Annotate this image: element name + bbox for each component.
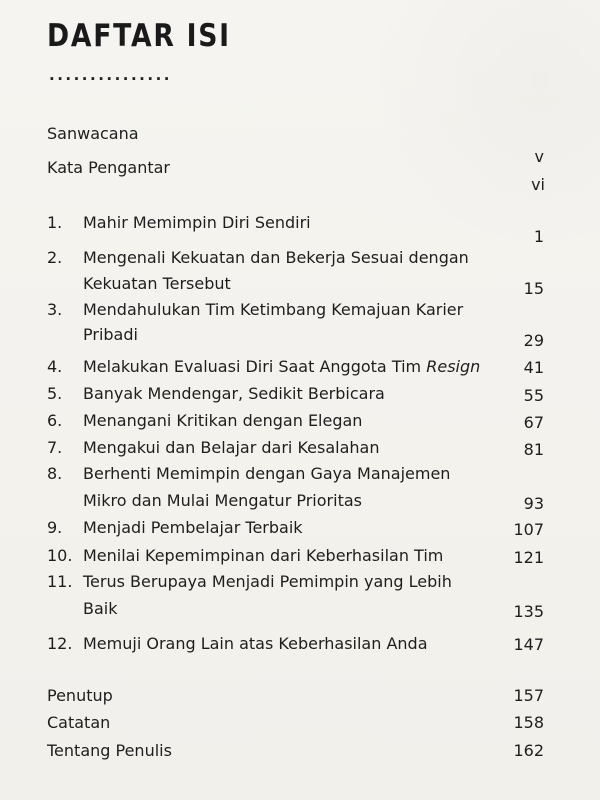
chapter-title[interactable]: Banyak Mendengar, Sedikit Berbicara — [83, 384, 385, 403]
toc-back-page: 157 — [513, 686, 544, 705]
chapter-number: 10. — [47, 546, 73, 565]
toc-front-label[interactable]: Kata Pengantar — [47, 158, 170, 177]
toc-back-page: 158 — [513, 713, 544, 732]
chapter-page: 121 — [513, 548, 544, 567]
toc-front-page: v — [534, 147, 544, 166]
chapter-title-continued[interactable]: Baik — [83, 599, 118, 618]
chapter-number: 12. — [47, 634, 73, 653]
toc-back-page: 162 — [513, 741, 544, 760]
chapter-page: 107 — [513, 520, 544, 539]
chapter-number: 2. — [47, 248, 63, 267]
chapter-title-continued[interactable]: Kekuatan Tersebut — [83, 274, 231, 293]
chapter-title[interactable]: Menjadi Pembelajar Terbaik — [83, 518, 303, 537]
chapter-number: 9. — [47, 518, 63, 537]
chapter-page: 135 — [513, 602, 544, 621]
chapter-page: 93 — [523, 494, 544, 513]
chapter-page: 29 — [523, 331, 544, 350]
chapter-page: 147 — [513, 635, 544, 654]
toc-back-label[interactable]: Tentang Penulis — [47, 741, 172, 760]
chapter-number: 5. — [47, 384, 63, 403]
chapter-number: 6. — [47, 411, 63, 430]
chapter-title-text: Melakukan Evaluasi Diri Saat Anggota Tim — [83, 357, 422, 376]
chapter-title[interactable]: Mengakui dan Belajar dari Kesalahan — [83, 438, 380, 457]
toc-back-label[interactable]: Catatan — [47, 713, 111, 732]
chapter-page: 55 — [523, 386, 544, 405]
toc-back-label[interactable]: Penutup — [47, 686, 113, 705]
chapter-number: 3. — [47, 300, 63, 319]
chapter-number: 7. — [47, 438, 63, 457]
chapter-title[interactable]: Mahir Memimpin Diri Sendiri — [83, 213, 311, 232]
toc-front-page: vi — [531, 175, 545, 194]
chapter-number: 1. — [47, 213, 63, 232]
chapter-title[interactable]: Berhenti Memimpin dengan Gaya Manajemen — [83, 464, 451, 483]
chapter-number: 4. — [47, 357, 63, 376]
chapter-title-italic: Resign — [426, 357, 481, 376]
chapter-number: 8. — [47, 464, 63, 483]
title-dots-divider: ............... — [49, 66, 172, 84]
chapter-page: 15 — [523, 279, 544, 298]
chapter-page: 67 — [523, 413, 544, 432]
chapter-number: 11. — [47, 572, 73, 591]
chapter-title[interactable]: Memuji Orang Lain atas Keberhasilan Anda — [83, 634, 428, 653]
chapter-title[interactable]: Terus Berupaya Menjadi Pemimpin yang Lebih — [83, 572, 452, 591]
chapter-page: 1 — [533, 227, 544, 246]
chapter-page: 81 — [523, 440, 544, 459]
page-title: DAFTAR ISI — [47, 18, 231, 54]
chapter-title[interactable]: Menangani Kritikan dengan Elegan — [83, 411, 363, 430]
chapter-title[interactable] — [83, 357, 480, 377]
toc-front-label[interactable]: Sanwacana — [47, 124, 139, 143]
chapter-page: 41 — [523, 358, 544, 377]
chapter-title[interactable]: Mendahulukan Tim Ketimbang Kemajuan Karier — [83, 300, 464, 319]
chapter-title[interactable]: Mengenali Kekuatan dan Bekerja Sesuai dengan — [83, 248, 469, 267]
chapter-title[interactable]: Menilai Kepemimpinan dari Keberhasilan Tim — [83, 546, 444, 565]
chapter-title-continued[interactable]: Pribadi — [83, 325, 138, 344]
chapter-title-continued[interactable]: Mikro dan Mulai Mengatur Prioritas — [83, 491, 362, 510]
